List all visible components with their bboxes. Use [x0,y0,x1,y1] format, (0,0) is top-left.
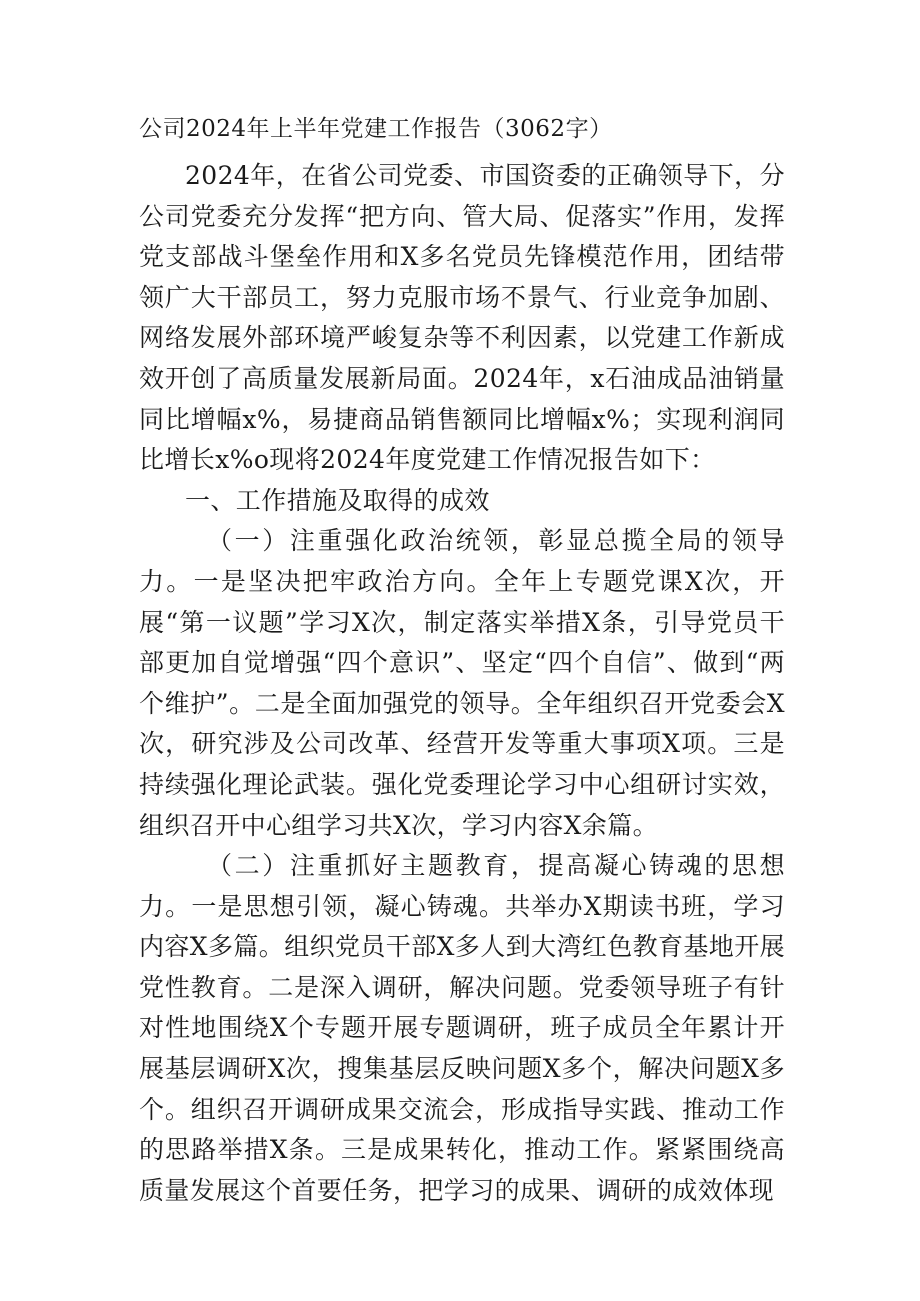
document-title: 公司2024年上半年党建工作报告（3062字） [139,116,613,142]
document-body [139,112,785,1211]
intro-paragraph: 2024年，在省公司党委、市国资委的正确领导下，分公司党委充分发挥“把方向、管大局、促落实”作用，发挥党支部战斗堡垒作用和X多名党员先锋模范作用，团结带领广大干部员工，努力克服市场不景气、行业竞争加剧、网络发展外部环境严峻复杂等不利因素，以党建工作新成效开创了高质量发展新局面。2024年，x石油成品油销量同比增幅x%，易捷商品销售额同比增幅x%；实现利润同比增长x%o现将2024年度党建工作情况报告如下： [139,161,785,475]
section-heading: 一、工作措施及取得的成效 [185,485,490,515]
subsection-paragraph-2: （二）注重抓好主题教育，提高凝心铸魂的思想力。一是思想引领，凝心铸魂。共举办X期读书班，学习内容X多篇。组织党员干部X多人到大湾红色教育基地开展党性教育。二是深入调研，解决问题。党委领导班子有针对性地围绕X个专题开展专题调研，班子成员全年累计开展基层调研X次，搜集基层反映问题X多个，解决问题X多个。组织召开调研成果交流会，形成指导实践、推动工作的思路举措X条。三是成果转化，推动工作。紧紧围绕高质量发展这个首要任务，把学习的成果、调研的成效体现 [139,851,785,1205]
subsection-paragraph-1: （一）注重强化政治统领，彰显总揽全局的领导力。一是坚决把牢政治方向。全年上专题党课X次，开展“第一议题”学习X次，制定落实举措X条，引导党员干部更加自觉增强“四个意识”、坚定“四个自信”、做到“两个维护”。二是全面加强党的领导。全年组织召开党委会X次，研究涉及公司改革、经营开发等重大事项X项。三是持续强化理论武装。强化党委理论学习中心组研讨实效，组织召开中心组学习共X次，学习内容X余篇。 [139,526,785,840]
